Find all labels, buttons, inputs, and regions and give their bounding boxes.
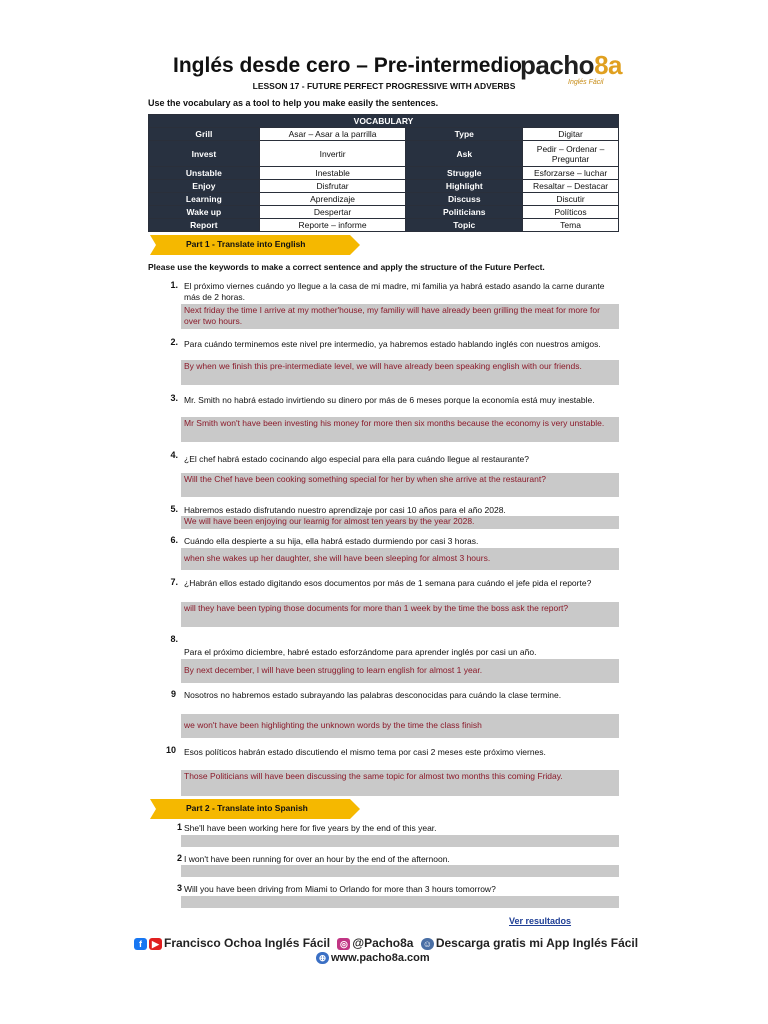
vocab-term: Highlight	[406, 180, 523, 193]
facebook-icon[interactable]: f	[134, 938, 147, 950]
brand-number: 8a	[594, 50, 622, 80]
item-number: 6.	[170, 535, 178, 545]
question-text: Para cuándo terminemos este nivel pre intermedio, ya habremos estado hablando inglés con nuestros amigos.	[184, 339, 601, 349]
vocab-translation: Reporte – informe	[259, 219, 406, 232]
answer-field[interactable]: Will the Chef have been cooking something special for her by when she arrive at the restaurant?	[181, 473, 619, 497]
vocabulary-table	[148, 114, 619, 232]
vocab-term: Wake up	[149, 206, 260, 219]
view-results-link[interactable]: Ver resultados	[509, 916, 572, 926]
footer-app: Descarga gratis mi App Inglés Fácil	[435, 936, 639, 950]
vocab-term: Type	[406, 128, 523, 141]
answer-field[interactable]: when she wakes up her daughter, she will have been sleeping for almost 3 hours.	[181, 548, 619, 570]
intro-text: Use the vocabulary as a tool to help you make easily the sentences.	[148, 98, 439, 108]
answer-field[interactable]: By next december, I will have been struggling to learn english for almost 1 year.	[181, 659, 619, 683]
item-number: 7.	[170, 577, 178, 587]
vocab-translation: Esforzarse – luchar	[523, 167, 619, 180]
vocab-row	[149, 167, 619, 180]
answer-field[interactable]	[181, 896, 619, 908]
vocab-row	[149, 193, 619, 206]
vocab-row	[149, 180, 619, 193]
answer-field[interactable]: Next friday the time I arrive at my mother'house, my familiy will have already been grilling the meat for more for over two hours.	[181, 304, 619, 329]
item-number: 5.	[170, 504, 178, 514]
question-text: ¿Habrán ellos estado digitando esos documentos por más de 1 semana para cuándo el jefe pida el reporte?	[184, 578, 592, 588]
item-number: 9	[170, 689, 176, 699]
question-text: Habremos estado disfrutando nuestro aprendizaje por casi 10 años para el año 2028.	[184, 505, 506, 515]
vocab-translation: Despertar	[259, 206, 406, 219]
answer-field[interactable]: Mr Smith won't have been investing his money for more then six months because the economy is very unstable.	[181, 417, 619, 442]
vocab-term: Discuss	[406, 193, 523, 206]
vocab-translation: Pedir – Ordenar – Preguntar	[523, 141, 619, 167]
vocab-term: Grill	[149, 128, 260, 141]
document-title: Inglés desde cero – Pre-intermedio	[173, 54, 522, 77]
vocab-term: Unstable	[149, 167, 260, 180]
brand-tagline: Inglés Fácil	[568, 79, 604, 86]
vocabulary-title: VOCABULARY	[149, 115, 619, 128]
question-text: ¿El chef habrá estado cocinando algo especial para ella para cuándo llegue al restaurante?	[184, 454, 529, 464]
part2-banner	[150, 799, 360, 819]
item-number: 3.	[170, 393, 178, 403]
question-text: Will you have been driving from Miami to Orlando for more than 3 hours tomorrow?	[184, 884, 496, 894]
vocab-translation: Invertir	[259, 141, 406, 167]
part1-instruction: Please use the keywords to make a correct sentence and apply the structure of the Future Perfect.	[148, 262, 545, 272]
footer-handle: @Pacho8a	[352, 936, 414, 950]
vocab-term: Topic	[406, 219, 523, 232]
answer-field[interactable]: By when we finish this pre-intermediate level, we will have already been speaking english with our friends.	[181, 360, 619, 385]
item-number: 1.	[170, 280, 178, 290]
vocab-term: Politicians	[406, 206, 523, 219]
vocab-term: Ask	[406, 141, 523, 167]
app-icon[interactable]: ☺	[422, 938, 432, 949]
question-text: Nosotros no habremos estado subrayando las palabras desconocidas para cuándo la clase termine.	[184, 690, 562, 700]
vocab-translation: Políticos	[523, 206, 619, 219]
vocab-row	[149, 206, 619, 219]
brand-name: pacho	[520, 50, 595, 80]
item-number: 3	[176, 883, 182, 893]
item-number: 10	[165, 745, 176, 755]
footer-website	[316, 952, 430, 964]
vocab-translation: Digitar	[523, 128, 619, 141]
answer-field[interactable]	[181, 835, 619, 847]
vocab-row	[149, 141, 619, 167]
question-text: El próximo viernes cuándo yo llegue a la casa de mi madre, mi familia ya habrá estado asando la carne durante más de 2 horas.	[184, 281, 605, 302]
item-number: 2.	[170, 337, 178, 347]
item-number: 2	[176, 853, 182, 863]
vocab-translation: Disfrutar	[259, 180, 406, 193]
vocab-row	[149, 128, 619, 141]
answer-field[interactable]	[181, 865, 619, 877]
footer-social	[134, 936, 638, 950]
vocab-term: Learning	[149, 193, 260, 206]
vocab-term: Report	[149, 219, 260, 232]
vocab-translation: Discutir	[523, 193, 619, 206]
part2-label: Part 2 - Translate into Spanish	[186, 803, 308, 813]
part1-label: Part 1 - Translate into English	[186, 239, 306, 249]
vocab-term: Enjoy	[149, 180, 260, 193]
item-number: 8.	[170, 634, 178, 644]
vocab-translation: Resaltar – Destacar	[523, 180, 619, 193]
lesson-heading: LESSON 17 - FUTURE PERFECT PROGRESSIVE WITH ADVERBS	[252, 81, 516, 91]
question-text: Cuándo ella despierte a su hija, ella habrá estado durmiendo por casi 3 horas.	[184, 536, 479, 546]
vocab-term: Struggle	[406, 167, 523, 180]
part1-banner	[150, 235, 360, 255]
question-text: Para el próximo diciembre, habré estado esforzándome para aprender inglés por casi un año.	[184, 647, 537, 657]
footer-channel: Francisco Ochoa Inglés Fácil	[164, 936, 331, 950]
answer-field[interactable]: we won't have been highlighting the unknown words by the time the class finish	[181, 714, 619, 738]
instagram-icon[interactable]: ◎	[337, 938, 350, 950]
answer-field[interactable]: Those Politicians will have been discussing the same topic for almost two months this coming Friday.	[181, 770, 619, 796]
youtube-icon[interactable]: ▶	[149, 938, 162, 950]
vocab-translation: Inestable	[259, 167, 406, 180]
vocab-translation: Asar – Asar a la parrilla	[259, 128, 406, 141]
answer-field[interactable]: will they have been typing those documents for more than 1 week by the time the boss ask the report?	[181, 602, 619, 627]
question-text: She'll have been working here for five years by the end of this year.	[184, 823, 437, 833]
item-number: 4.	[170, 450, 178, 460]
vocab-translation: Tema	[523, 219, 619, 232]
vocab-term: Invest	[149, 141, 260, 167]
vocab-row	[149, 219, 619, 232]
question-text: Mr. Smith no habrá estado invirtiendo su dinero por más de 6 meses porque la economía está muy inestable.	[184, 395, 595, 405]
question-text: I won't have been running for over an hour by the end of the afternoon.	[184, 854, 450, 864]
brand-logo	[520, 50, 622, 81]
footer-url[interactable]: www.pacho8a.com	[331, 952, 430, 964]
question-text: Esos políticos habrán estado discutiendo el mismo tema por casi 2 meses este próximo viernes.	[184, 747, 546, 757]
vocab-translation: Aprendizaje	[259, 193, 406, 206]
globe-icon: ⊕	[316, 952, 329, 964]
answer-field[interactable]: We will have been enjoying our learnig for almost ten years by the year 2028.	[181, 516, 619, 529]
item-number: 1	[176, 822, 182, 832]
